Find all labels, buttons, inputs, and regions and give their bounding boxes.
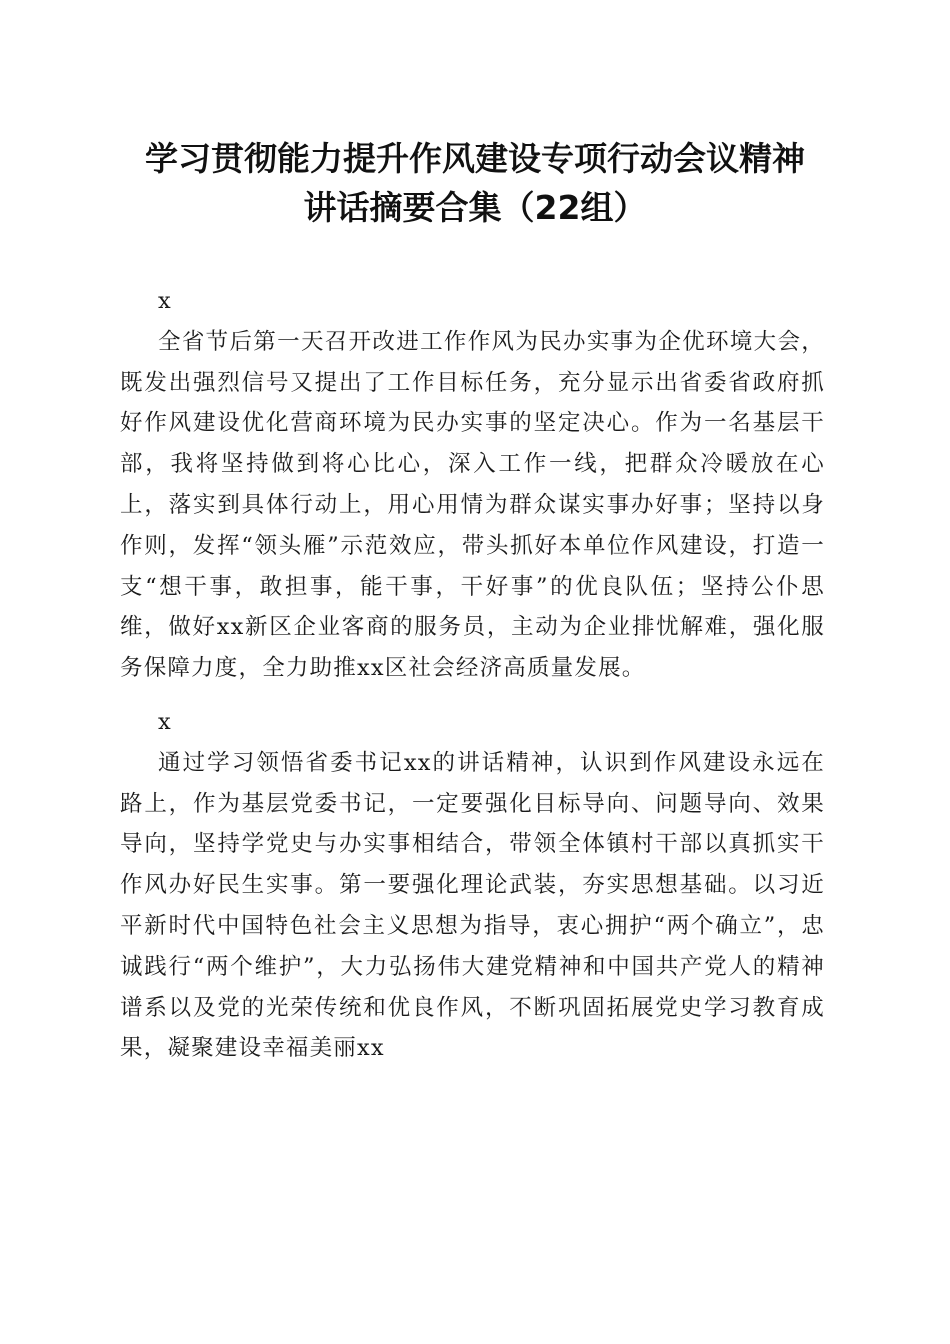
section-marker: x <box>158 288 171 314</box>
section-marker: x <box>158 708 171 735</box>
paragraph: 全省节后第一天召开改进工作作风为民办实事为企优环境大会，既发出强烈信号又提出了工作目标任务，充分显示出省委省政府抓好作风建设优化营商环境为民办实事的坚定决心。作为一名基层干部，我将坚持做到将心比心，深入工作一线，把群众冷暖放在心上，落实到具体行动上，用心用情为群众谋实事办好事；坚持以身作则，发挥“领头雁”示范效应，带头抓好本单位作风建设，打造一支“想干事，敢担事，能干事，干好事”的优良队伍；坚持公仆思维，做好xx新区企业客商的服务员，主动为企业排忧解难，强化服务保障力度，全力助推xx区社会经济高质量发展。 <box>120 328 825 682</box>
paragraph: 通过学习领悟省委书记xx的讲话精神，认识到作风建设永远在路上，作为基层党委书记，一定要强化目标导向、问题导向、效果导向，坚持学党史与办实事相结合，带领全体镇村干部以真抓实干作风办好民生实事。第一要强化理论武装，夯实思想基础。以习近平新时代中国特色社会主义思想为指导，衷心拥护“两个确立”，忠诚践行“两个维护”，大力弘扬伟大建党精神和中国共产党人的精神谱系以及党的光荣传统和优良作风，不断巩固拓展党史学习教育成果，凝聚建设幸福美丽xx <box>120 749 825 1062</box>
document-title <box>100 134 850 232</box>
document-body <box>120 281 825 1082</box>
title-line-2: 讲话摘要合集（22组） <box>303 188 647 227</box>
title-line-1: 学习贯彻能力提升作风建设专项行动会议精神 <box>145 139 805 178</box>
